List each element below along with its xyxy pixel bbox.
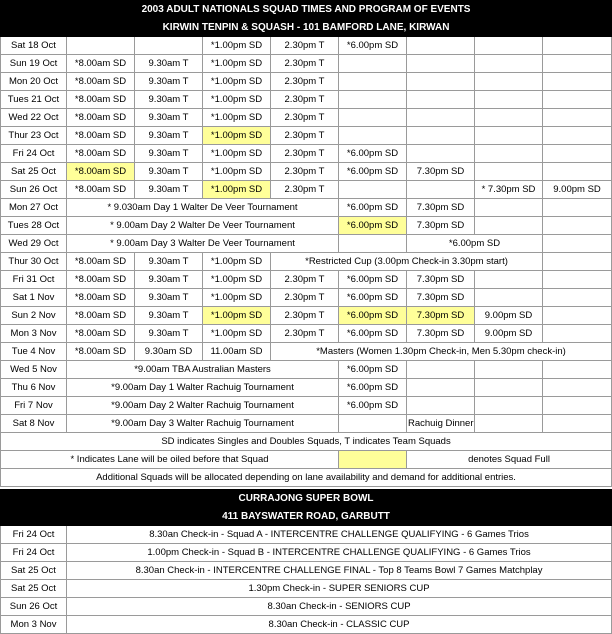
schedule-row — [1, 91, 612, 109]
event-cell: *9.00am TBA Australian Masters — [67, 361, 339, 379]
schedule-row — [1, 145, 612, 163]
garbutt-row — [1, 616, 612, 634]
squad-cell: 9.30am T — [135, 289, 203, 307]
squad-cell: *1.00pm SD — [203, 145, 271, 163]
squad-cell: 2.30pm T — [271, 163, 339, 181]
additional-note: Additional Squads will be allocated depending on lane availability and demand for additional entries. — [1, 469, 612, 487]
squad-cell: *1.00pm SD — [203, 289, 271, 307]
squad-cell: *8.00am SD — [67, 73, 135, 91]
event-cell: * 9.00am Day 2 Walter De Veer Tournament — [67, 217, 339, 235]
row-date: Thur 23 Oct — [1, 127, 67, 145]
event-cell: 8.30an Check-in - SENIORS CUP — [67, 598, 612, 616]
squad-cell: 7.30pm SD — [407, 307, 475, 325]
squad-cell: *8.00am SD — [67, 109, 135, 127]
row-date: Fri 31 Oct — [1, 271, 67, 289]
squad-cell — [475, 37, 543, 55]
row-date: Sat 25 Oct — [1, 163, 67, 181]
squad-cell — [475, 163, 543, 181]
squad-cell — [407, 91, 475, 109]
full-swatch — [339, 451, 407, 469]
legend-note: SD indicates Singles and Doubles Squads, T indicates Team Squads — [1, 433, 612, 451]
event-cell: *9.00am Day 3 Walter Rachuig Tournament — [67, 415, 339, 433]
schedule-row — [1, 181, 612, 199]
squad-cell — [339, 181, 407, 199]
squad-cell — [407, 127, 475, 145]
squad-cell — [475, 145, 543, 163]
squad-cell: 9.30am T — [135, 145, 203, 163]
squad-cell: *6.00pm SD — [339, 379, 407, 397]
squad-cell — [407, 73, 475, 91]
squad-cell — [475, 91, 543, 109]
squad-cell — [339, 73, 407, 91]
squad-cell: *6.00pm SD — [339, 217, 407, 235]
squad-cell: *6.00pm SD — [339, 325, 407, 343]
squad-cell — [543, 397, 612, 415]
squad-cell — [543, 235, 612, 253]
venue-address: KIRWIN TENPIN & SQUASH - 101 BAMFORD LANE, KIRWAN — [1, 19, 612, 37]
squad-cell — [543, 379, 612, 397]
squad-cell: *8.00am SD — [67, 127, 135, 145]
squad-cell: 9.30am T — [135, 55, 203, 73]
schedule-row — [1, 271, 612, 289]
squad-cell — [339, 127, 407, 145]
squad-cell: 9.30am T — [135, 163, 203, 181]
squad-cell — [543, 55, 612, 73]
squad-cell: 9.30am T — [135, 325, 203, 343]
squad-cell: 7.30pm SD — [407, 163, 475, 181]
squad-cell: *1.00pm SD — [203, 55, 271, 73]
garbutt-row — [1, 562, 612, 580]
squad-cell: 2.30pm T — [271, 325, 339, 343]
squad-cell: 2.30pm T — [271, 181, 339, 199]
squad-cell — [543, 127, 612, 145]
squad-cell — [407, 145, 475, 163]
event-cell: *9.00am Day 1 Walter Rachuig Tournament — [67, 379, 339, 397]
squad-cell — [543, 199, 612, 217]
row-date: Mon 27 Oct — [1, 199, 67, 217]
squad-cell: *6.00pm SD — [339, 397, 407, 415]
squad-cell: 2.30pm T — [271, 289, 339, 307]
event-cell: *9.00am Day 2 Walter Rachuig Tournament — [67, 397, 339, 415]
row-date: Tues 21 Oct — [1, 91, 67, 109]
row-date: Sat 25 Oct — [1, 580, 67, 598]
squad-cell — [543, 289, 612, 307]
squad-cell: 9.30am T — [135, 91, 203, 109]
squad-cell — [475, 397, 543, 415]
squad-cell — [543, 253, 612, 271]
squad-cell: *6.00pm SD — [339, 271, 407, 289]
squad-cell: *1.00pm SD — [203, 73, 271, 91]
squad-cell — [67, 37, 135, 55]
squad-cell: 9.00pm SD — [475, 307, 543, 325]
squad-cell: 2.30pm T — [271, 55, 339, 73]
squad-cell: 2.30pm T — [271, 91, 339, 109]
schedule-row — [1, 379, 612, 397]
squad-cell: 7.30pm SD — [407, 199, 475, 217]
squad-cell: 9.30am T — [135, 181, 203, 199]
event-cell: *Restricted Cup (3.00pm Check-in 3.30pm start) — [271, 253, 543, 271]
squad-cell — [407, 37, 475, 55]
squad-cell — [543, 91, 612, 109]
schedule-row — [1, 127, 612, 145]
squad-cell: 9.30am T — [135, 127, 203, 145]
row-date: Fri 24 Oct — [1, 526, 67, 544]
squad-cell: *8.00am SD — [67, 55, 135, 73]
squad-cell: *1.00pm SD — [203, 307, 271, 325]
squad-cell — [543, 109, 612, 127]
squad-cell — [475, 217, 543, 235]
event-cell: 8.30an Check-in - Squad A - INTERCENTRE CHALLENGE QUALIFYING - 6 Games Trios — [67, 526, 612, 544]
squad-cell — [475, 127, 543, 145]
oiled-note: * Indicates Lane will be oiled before that Squad — [1, 451, 339, 469]
squad-cell: 9.00pm SD — [543, 181, 612, 199]
schedule-row — [1, 415, 612, 433]
squad-cell — [407, 55, 475, 73]
squad-cell: 2.30pm T — [271, 127, 339, 145]
squad-cell — [543, 307, 612, 325]
schedule-row — [1, 235, 612, 253]
section2-address: 411 BAYSWATER ROAD, GARBUTT — [1, 508, 612, 526]
section2-title: CURRAJONG SUPER BOWL — [1, 490, 612, 508]
squad-cell: 7.30pm SD — [407, 217, 475, 235]
schedule-row — [1, 289, 612, 307]
squad-cell — [543, 163, 612, 181]
squad-cell — [339, 91, 407, 109]
squad-cell: * 7.30pm SD — [475, 181, 543, 199]
row-date: Mon 3 Nov — [1, 616, 67, 634]
squad-cell: 2.30pm T — [271, 271, 339, 289]
row-date: Fri 24 Oct — [1, 145, 67, 163]
squad-cell: *6.00pm SD — [339, 289, 407, 307]
squad-cell — [135, 37, 203, 55]
squad-cell — [543, 145, 612, 163]
squad-cell: *1.00pm SD — [203, 91, 271, 109]
row-date: Thu 6 Nov — [1, 379, 67, 397]
row-date: Fri 7 Nov — [1, 397, 67, 415]
event-cell: * 9.030am Day 1 Walter De Veer Tournament — [67, 199, 339, 217]
squad-cell: 2.30pm T — [271, 73, 339, 91]
squad-cell: 7.30pm SD — [407, 325, 475, 343]
schedule-row — [1, 73, 612, 91]
squad-cell: 7.30pm SD — [407, 289, 475, 307]
event-cell: *Masters (Women 1.30pm Check-in, Men 5.30pm check-in) — [271, 343, 612, 361]
squad-cell: *6.00pm SD — [339, 199, 407, 217]
squad-cell — [475, 379, 543, 397]
event-cell: * 9.00am Day 3 Walter De Veer Tournament — [67, 235, 339, 253]
garbutt-row — [1, 598, 612, 616]
squad-cell — [339, 415, 407, 433]
squad-cell — [339, 109, 407, 127]
squad-cell: 2.30pm T — [271, 145, 339, 163]
squad-cell: *1.00pm SD — [203, 253, 271, 271]
row-date: Sat 8 Nov — [1, 415, 67, 433]
squad-cell — [339, 55, 407, 73]
event-cell: 1.30pm Check-in - SUPER SENIORS CUP — [67, 580, 612, 598]
schedule-row — [1, 397, 612, 415]
squad-cell — [339, 235, 407, 253]
squad-cell: *6.00pm SD — [339, 361, 407, 379]
row-date: Sat 25 Oct — [1, 562, 67, 580]
row-date: Sun 2 Nov — [1, 307, 67, 325]
squad-cell: 9.30am T — [135, 271, 203, 289]
row-date: Tue 4 Nov — [1, 343, 67, 361]
squad-cell — [475, 361, 543, 379]
squad-cell: *1.00pm SD — [203, 181, 271, 199]
squad-cell — [543, 73, 612, 91]
squad-cell: *8.00am SD — [67, 253, 135, 271]
squad-cell: *8.00am SD — [67, 181, 135, 199]
event-cell: 8.30an Check-in - INTERCENTRE CHALLENGE FINAL - Top 8 Teams Bowl 7 Games Matchplay — [67, 562, 612, 580]
garbutt-row — [1, 526, 612, 544]
squad-cell: *1.00pm SD — [203, 127, 271, 145]
row-date: Fri 24 Oct — [1, 544, 67, 562]
garbutt-row — [1, 544, 612, 562]
squad-cell — [475, 55, 543, 73]
row-date: Tues 28 Oct — [1, 217, 67, 235]
squad-cell: *8.00am SD — [67, 325, 135, 343]
squad-cell: 2.30pm T — [271, 109, 339, 127]
squad-cell — [543, 271, 612, 289]
schedule-row — [1, 163, 612, 181]
row-date: Wed 22 Oct — [1, 109, 67, 127]
squad-cell: 7.30pm SD — [407, 271, 475, 289]
squad-cell — [407, 397, 475, 415]
event-cell: *6.00pm SD — [407, 235, 543, 253]
squad-cell — [543, 217, 612, 235]
row-date: Wed 5 Nov — [1, 361, 67, 379]
schedule-row — [1, 55, 612, 73]
row-date: Sun 26 Oct — [1, 181, 67, 199]
squad-cell — [543, 415, 612, 433]
squad-cell — [407, 379, 475, 397]
squad-cell: 9.30am T — [135, 73, 203, 91]
schedule-row — [1, 343, 612, 361]
schedule-row — [1, 307, 612, 325]
row-date: Mon 3 Nov — [1, 325, 67, 343]
squad-cell: *8.00am SD — [67, 163, 135, 181]
full-note: denotes Squad Full — [407, 451, 612, 469]
squad-cell: 2.30pm T — [271, 37, 339, 55]
schedule-row — [1, 361, 612, 379]
squad-cell: *8.00am SD — [67, 145, 135, 163]
squad-cell — [543, 37, 612, 55]
squad-cell: Rachuig Dinner — [407, 415, 475, 433]
event-cell: 8.30an Check-in - CLASSIC CUP — [67, 616, 612, 634]
row-date: Sun 26 Oct — [1, 598, 67, 616]
event-title: 2003 ADULT NATIONALS SQUAD TIMES AND PROGRAM OF EVENTS — [1, 1, 612, 19]
row-date: Sun 19 Oct — [1, 55, 67, 73]
squad-cell: *1.00pm SD — [203, 109, 271, 127]
row-date: Sat 1 Nov — [1, 289, 67, 307]
squad-cell: *1.00pm SD — [203, 37, 271, 55]
squad-cell: 9.30am T — [135, 253, 203, 271]
squad-cell: 2.30pm T — [271, 307, 339, 325]
squad-cell: *8.00am SD — [67, 289, 135, 307]
squad-cell: 9.30am SD — [135, 343, 203, 361]
squad-cell: *8.00am SD — [67, 307, 135, 325]
squad-cell — [407, 181, 475, 199]
schedule-row — [1, 199, 612, 217]
squad-cell: 9.30am T — [135, 307, 203, 325]
schedule-row — [1, 325, 612, 343]
squad-cell: *6.00pm SD — [339, 307, 407, 325]
squad-cell — [475, 415, 543, 433]
garbutt-row — [1, 580, 612, 598]
squad-cell: 11.00am SD — [203, 343, 271, 361]
squad-cell — [475, 271, 543, 289]
squad-cell — [475, 73, 543, 91]
squad-cell: *8.00am SD — [67, 343, 135, 361]
squad-cell: *6.00pm SD — [339, 163, 407, 181]
schedule-row — [1, 109, 612, 127]
squad-cell: 9.30am T — [135, 109, 203, 127]
squad-cell: *8.00am SD — [67, 91, 135, 109]
squad-cell: *1.00pm SD — [203, 163, 271, 181]
squad-cell — [543, 361, 612, 379]
row-date: Thur 30 Oct — [1, 253, 67, 271]
squad-cell: *1.00pm SD — [203, 325, 271, 343]
squad-cell: *1.00pm SD — [203, 271, 271, 289]
squad-cell — [407, 109, 475, 127]
schedule-row — [1, 217, 612, 235]
row-date: Mon 20 Oct — [1, 73, 67, 91]
squad-cell — [407, 361, 475, 379]
row-date: Wed 29 Oct — [1, 235, 67, 253]
schedule-row — [1, 253, 612, 271]
row-date: Sat 18 Oct — [1, 37, 67, 55]
squad-cell: *6.00pm SD — [339, 37, 407, 55]
squad-cell — [475, 289, 543, 307]
schedule-row — [1, 37, 612, 55]
squad-cell — [543, 325, 612, 343]
event-cell: 1.00pm Check-in - Squad B - INTERCENTRE CHALLENGE QUALIFYING - 6 Games Trios — [67, 544, 612, 562]
squad-cell — [475, 109, 543, 127]
squad-cell — [475, 199, 543, 217]
squad-cell: *6.00pm SD — [339, 145, 407, 163]
squad-cell: 9.00pm SD — [475, 325, 543, 343]
squad-cell: *8.00am SD — [67, 271, 135, 289]
